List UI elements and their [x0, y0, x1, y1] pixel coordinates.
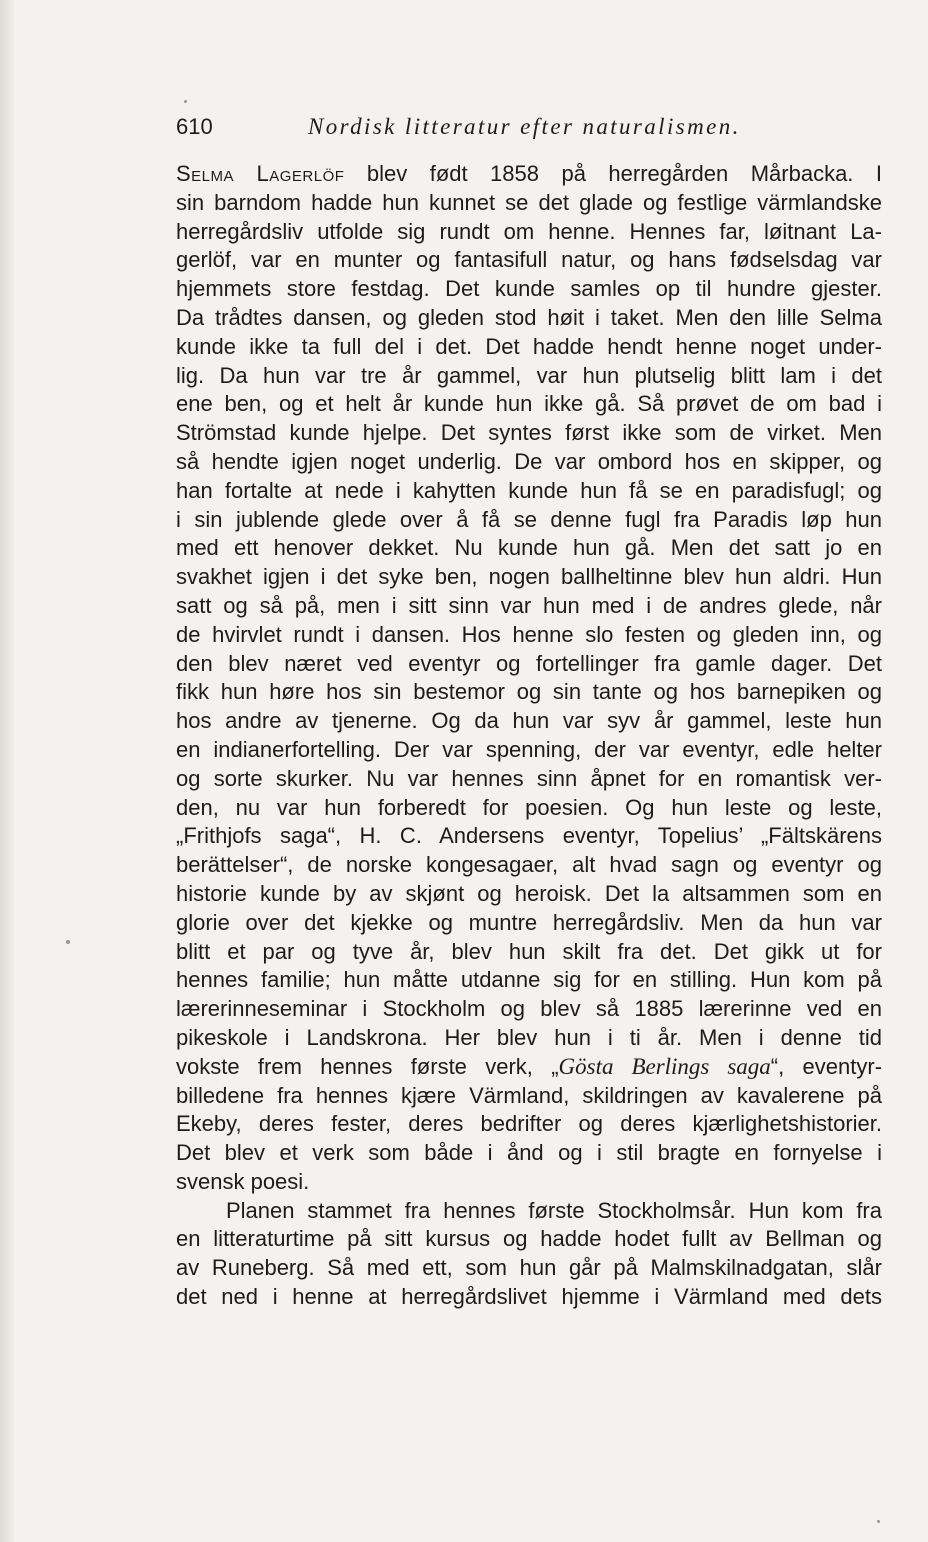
- text-line: svensk poesi.: [176, 1168, 310, 1194]
- text-line: en litteraturtime på sitt kursus og hadde hodet fullt av Bellman og: [176, 1226, 882, 1252]
- text-line: berättelser“, de norske kongesagaer, alt hvad sagn og eventyr og: [176, 852, 882, 878]
- text-line: han fortalte at nede i kahytten kunde hun få se en paradisfugl; og: [176, 477, 882, 503]
- text-line: satt og så på, men i sitt sinn var hun med i de andres glede, når: [176, 592, 882, 618]
- text-line: lig. Da hun var tre år gammel, var hun plutselig blitt lam i det: [176, 362, 882, 388]
- book-title-italic: Gösta Berlings saga: [558, 1053, 771, 1079]
- text-line: en indianerfortelling. Der var spenning, der var eventyr, edle helter: [176, 736, 882, 762]
- text-line: vokste frem hennes første verk, „Gösta Berlings saga“, eventyr-: [176, 1053, 883, 1079]
- text-line: herregårdsliv utfolde sig rundt om henne. Hennes far, løitnant La-: [176, 218, 882, 244]
- text-line: det ned i henne at herregårdslivet hjemme i Värmland med dets: [176, 1284, 882, 1310]
- text-line: den blev næret ved eventyr og fortellinger fra gamle dager. Det: [176, 650, 882, 676]
- page-edge-shadow: [0, 0, 14, 1542]
- text-line: og sorte skurker. Nu var hennes sinn åpnet for en romantisk ver-: [176, 765, 882, 791]
- text-line: historie kunde by av skjønt og heroisk. Det la altsammen som en: [176, 880, 882, 906]
- text-line: den, nu var hun forberedt for poesien. Og hun leste og leste,: [176, 794, 882, 820]
- text-line: pikeskole i Landskrona. Her blev hun i ti år. Men i denne tid: [176, 1024, 882, 1050]
- page-speck: [877, 1520, 880, 1523]
- text-line: fikk hun høre hos sin bestemor og sin tante og hos barnepiken og: [176, 679, 882, 705]
- text-line: Selma Lagerlöf blev født 1858 på herregården Mårbacka. I: [176, 161, 882, 186]
- text-line: hjemmets store festdag. Det kunde samles op til hundre gjester.: [176, 276, 882, 302]
- text-line: Da trådtes dansen, og gleden stod høit i taket. Men den lille Selma: [176, 304, 882, 330]
- text-line: gerlöf, var en munter og fantasifull natur, og hans fødselsdag var: [176, 247, 882, 273]
- author-name-last: Lagerlöf: [256, 161, 345, 186]
- text-line: av Runeberg. Så med ett, som hun går på Malmskilnadgatan, slår: [176, 1255, 882, 1281]
- text-line: lærerinneseminar i Stockholm og blev så 1885 lærerinne ved en: [176, 996, 882, 1022]
- text-line: de hvirvlet rundt i dansen. Hos henne slo festen og gleden inn, og: [176, 621, 882, 647]
- page-number: 610: [176, 114, 213, 139]
- body-text: [176, 160, 882, 1312]
- author-name-first: Selma: [176, 161, 235, 186]
- text-line: Det blev et verk som både i ånd og i stil bragte en fornyelse i: [176, 1140, 882, 1166]
- text-line: Ekeby, deres fester, deres bedrifter og deres kjærlighetshistorier.: [176, 1111, 882, 1137]
- page-speck: [66, 940, 70, 944]
- text-line: ene ben, og et helt år kunde hun ikke gå. Så prøvet de om bad i: [176, 391, 882, 417]
- text-line: blitt et par og tyve år, blev hun skilt fra det. Det gikk ut for: [176, 938, 882, 964]
- running-header: [176, 114, 882, 148]
- text-line: i sin jublende glede over å få se denne fugl fra Paradis løp hun: [176, 506, 882, 532]
- text-line: hos andre av tjenerne. Og da hun var syv år gammel, leste hun: [176, 708, 882, 734]
- text-line: svakhet igjen i det syke ben, nogen ballheltinne blev hun aldri. Hun: [176, 564, 882, 590]
- text-line: sin barndom hadde hun kunnet se det glade og festlige värmlandske: [176, 189, 882, 215]
- running-title: Nordisk litteratur efter naturalismen.: [308, 114, 741, 139]
- text-line: hennes familie; hun måtte utdanne sig for en stilling. Hun kom på: [176, 967, 882, 993]
- text-line: kunde ikke ta full del i det. Det hadde hendt henne noget under-: [176, 333, 882, 359]
- page-speck: [184, 100, 187, 103]
- text-line: Strömstad kunde hjelpe. Det syntes først ikke som de virket. Men: [176, 420, 882, 446]
- text-line-paragraph-start: Planen stammet fra hennes første Stockholmsår. Hun kom fra: [226, 1197, 882, 1223]
- text-line: så hendte igjen noget underlig. De var ombord hos en skipper, og: [176, 448, 882, 474]
- text-line: glorie over det kjekke og muntre herregårdsliv. Men da hun var: [176, 909, 882, 935]
- text-line: med ett henover dekket. Nu kunde hun gå. Men det satt jo en: [176, 535, 882, 561]
- text-line: billedene fra hennes kjære Värmland, skildringen av kavalerene på: [176, 1082, 882, 1108]
- text-line: „Frithjofs saga“, H. C. Andersens eventyr, Topelius’ „Fältskärens: [176, 823, 882, 849]
